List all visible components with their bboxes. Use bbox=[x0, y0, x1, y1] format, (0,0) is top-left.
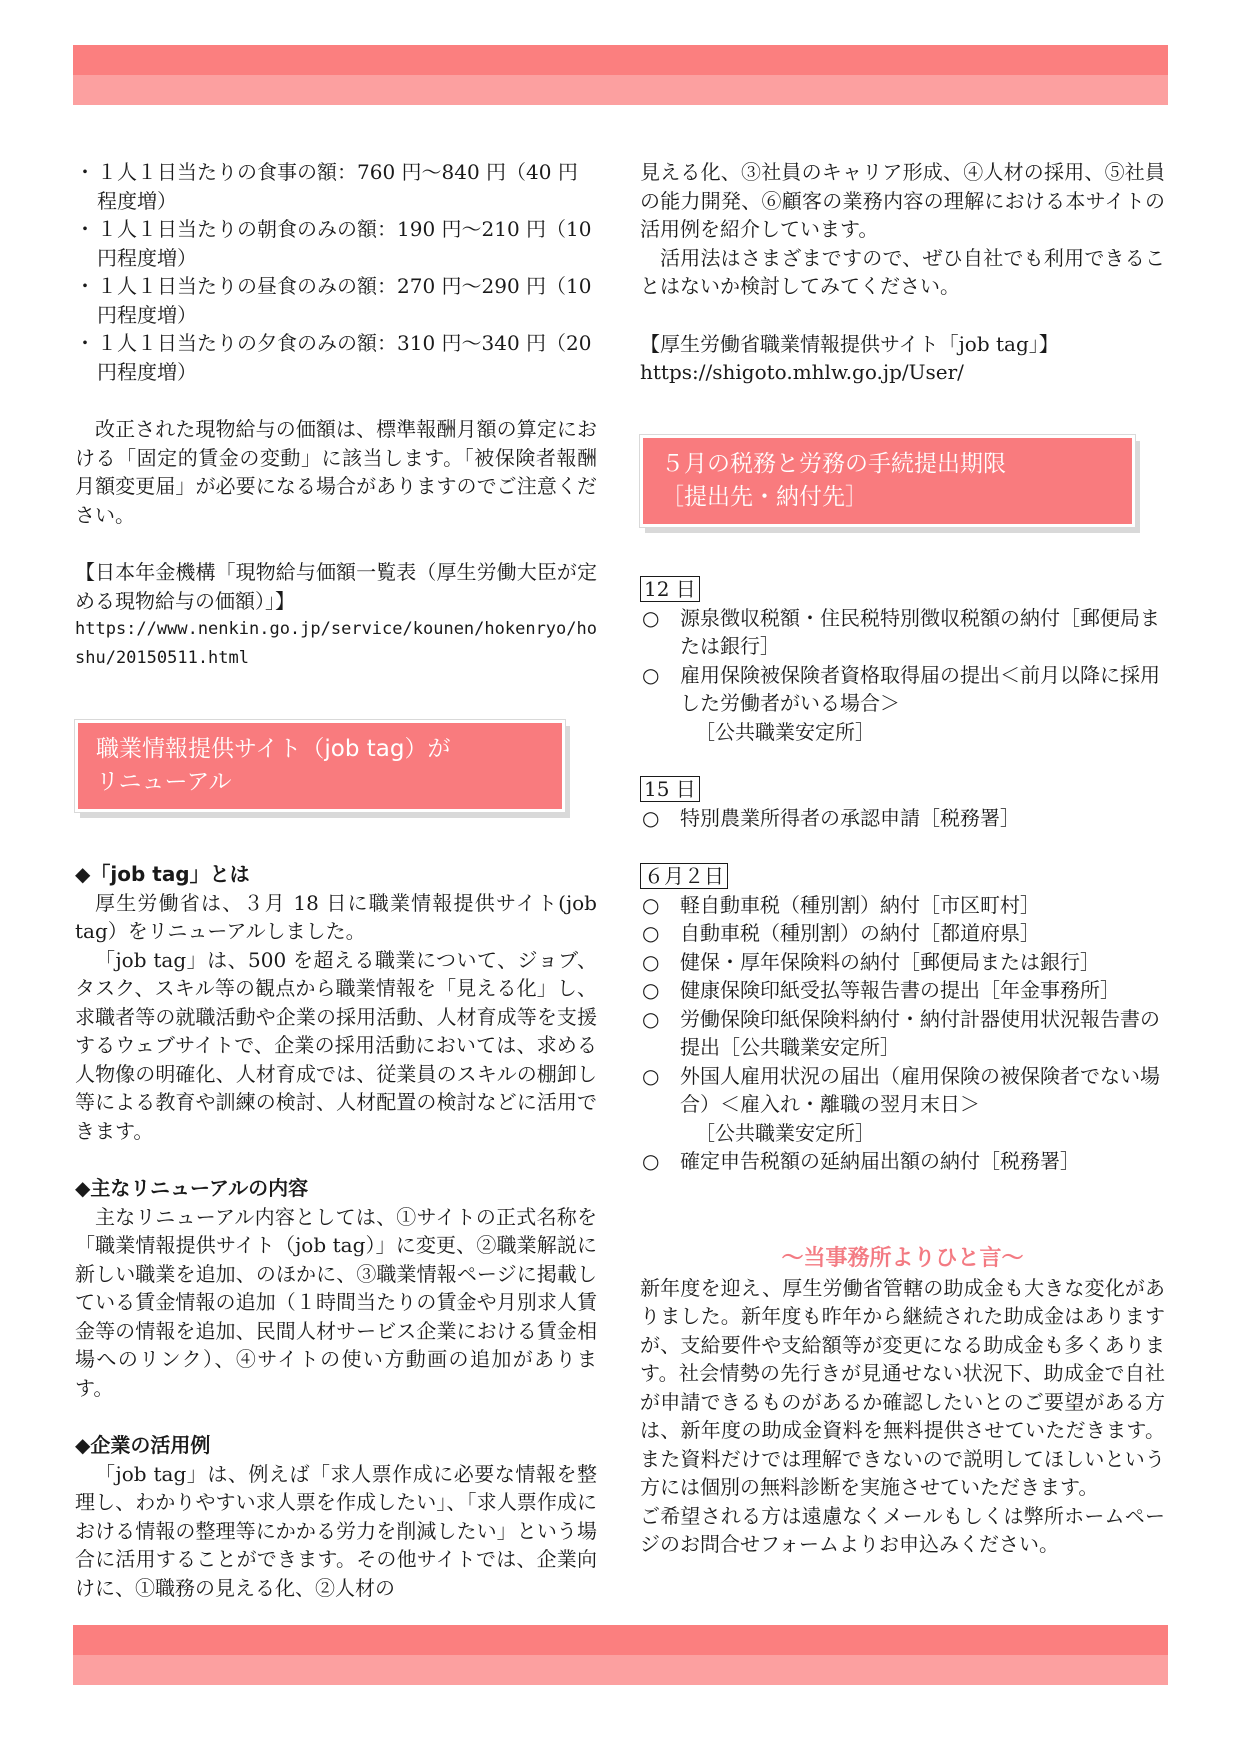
heading-renewal: ◆主なリニューアルの内容 bbox=[75, 1176, 309, 1200]
office-message-paragraph-1: 新年度を迎え、厚生労働省管轄の助成金も大きな変化がありました。新年度も昨年から継続された助成金はありますが、支給要件や支給額等が変更になる助成金も多くあります。社会情勢の先行きが見通せない状況下、助成金で自社が申請できるものがあるか確認したいとのご要望がある方は、新年度の助成金資料を無料提供させていただきます。また資料だけでは理解できないので説明してほしいという方には個別の無料診断を実施させていただきます。 bbox=[640, 1275, 1165, 1499]
left-column bbox=[75, 158, 597, 1602]
list-item: ・ １人１日当たりの昼食のみの額：270 円～290 円（10 円程度増） bbox=[75, 272, 597, 329]
section-title-line: ［提出先・納付先］ bbox=[661, 483, 868, 510]
bottom-decorative-band bbox=[73, 1625, 1168, 1685]
date-label-jun2: ６月２日 bbox=[640, 863, 728, 889]
heading-usage: ◆企業の活用例 bbox=[75, 1433, 211, 1457]
reference-title: 【厚生労働省職業情報提供サイト「job tag」】 bbox=[640, 331, 1059, 356]
usage-paragraph: 「job tag」は、例えば「求人票作成に必要な情報を整理し、わかりやすい求人票を作成したい」、「求人票作成における情報の整理等にかかる労力を削減したい」という場合に活用することができます。その他サイトでは、企業向けに、①職務の見える化、②人材の bbox=[75, 1461, 597, 1600]
about-paragraph-1: 厚生労働省は、３月 18 日に職業情報提供サイト(job tag）をリニューアルしました。 bbox=[75, 890, 597, 943]
heading-about: ◆「job tag」とは bbox=[75, 862, 250, 886]
reference-link[interactable]: https://www.nenkin.go.jp/service/kounen/hokenryo/hoshu/20150511.html bbox=[75, 619, 597, 668]
usage-paragraph-2: 活用法はさまざまですので、ぜひ自社でも利用できることはないか検討してみてください。 bbox=[640, 245, 1165, 298]
reference-title: 【日本年金機構「現物給与価額一覧表（厚生労働大臣が定める現物給与の価額）」】 bbox=[75, 560, 597, 613]
bottom-band-light bbox=[73, 1655, 1168, 1685]
about-paragraph-2: 「job tag」は、500 を超える職業について、ジョブ、タスク、スキル等の観点から職業情報を「見える化」し、求職者等の就職活動や企業の採用活動、人材育成等を支援するウェブサイトで、企業の採用活動においては、求める人物像の明確化、人材育成では、従業員のスキルの棚卸し等による教育や訓練の検討、人材配置の検討などに活用できます。 bbox=[75, 947, 597, 1143]
list-item: ○ 労働保険印紙保険料納付・納付計器使用状況報告書の提出［公共職業安定所］ bbox=[640, 1005, 1165, 1062]
list-item: ○ 確定申告税額の延納届出額の納付［税務署］ bbox=[640, 1147, 1165, 1176]
deadline-list-jun2 bbox=[640, 891, 1165, 1119]
section-title-line: 職業情報提供サイト（job tag）が bbox=[96, 736, 451, 762]
list-item: ○ 特別農業所得者の承認申請［税務署］ bbox=[640, 804, 1165, 833]
list-item: ○ 軽自動車税（種別割）納付［市区町村］ bbox=[640, 891, 1165, 920]
deadline-list-15 bbox=[640, 804, 1165, 833]
list-item: ・ １人１日当たりの夕食のみの額：310 円～340 円（20 円程度増） bbox=[75, 329, 597, 386]
top-band-light bbox=[73, 75, 1168, 105]
right-column bbox=[640, 158, 1165, 1559]
bottom-band-dark bbox=[73, 1625, 1168, 1655]
office-message-paragraph-2: ご希望される方は遠慮なくメールもしくは弊所ホームページのお問合せフォームよりお申込みください。 bbox=[640, 1503, 1165, 1556]
date-label-15: 15 日 bbox=[640, 776, 700, 802]
list-item: ○ 雇用保険被保険者資格取得届の提出＜前月以降に採用した労働者がいる場合＞ bbox=[640, 661, 1165, 718]
list-item: ○ 自動車税（種別割）の納付［都道府県］ bbox=[640, 919, 1165, 948]
deadline-list-jun2-cont bbox=[640, 1147, 1165, 1176]
section-title-line: ５月の税務と労務の手続提出期限 bbox=[661, 450, 1006, 477]
list-item: ○ 外国人雇用状況の届出（雇用保険の被保険者でない場合）＜雇入れ・離職の翌月末日＞ bbox=[640, 1062, 1165, 1119]
section-title-deadlines bbox=[640, 435, 1135, 527]
renewal-paragraph: 主なリニューアル内容としては、①サイトの正式名称を「職業情報提供サイト（job tag）」に変更、②職業解説に新しい職業を追加、のほかに、③職業情報ページに掲載している賃金情報の追加（１時間当たりの賃金や月別求人賃金等の情報を追加、民間人材サービス企業における賃金相場へのリンク）、④サイトの使い方動画の追加があります。 bbox=[75, 1204, 597, 1400]
list-item: ○ 健康保険印紙受払等報告書の提出［年金事務所］ bbox=[640, 976, 1165, 1005]
top-decorative-band bbox=[73, 45, 1168, 105]
meal-price-list bbox=[75, 158, 597, 386]
list-item-note: ［公共職業安定所］ bbox=[695, 1120, 875, 1145]
office-message-title: ～当事務所よりひと言～ bbox=[781, 1245, 1024, 1271]
section-title-line: リニューアル bbox=[96, 769, 232, 795]
top-band-dark bbox=[73, 45, 1168, 75]
reference-link[interactable]: https://shigoto.mhlw.go.jp/User/ bbox=[640, 360, 964, 384]
list-item: ・ １人１日当たりの食事の額：760 円～840 円（40 円程度増） bbox=[75, 158, 597, 215]
list-item: ○ 源泉徴収税額・住民税特別徴収税額の納付［郵便局または銀行］ bbox=[640, 604, 1165, 661]
list-item: ・ １人１日当たりの朝食のみの額：190 円～210 円（10 円程度増） bbox=[75, 215, 597, 272]
list-item: ○ 健保・厚年保険料の納付［郵便局または銀行］ bbox=[640, 948, 1165, 977]
section-title-jobtag bbox=[75, 720, 565, 812]
deadline-list-12 bbox=[640, 604, 1165, 718]
usage-continued: 見える化、③社員のキャリア形成、④人材の採用、⑤社員の能力開発、⑥顧客の業務内容の理解における本サイトの活用例を紹介しています。 bbox=[640, 160, 1165, 241]
revision-note: 改正された現物給与の価額は、標準報酬月額の算定における「固定的賃金の変動」に該当します。「被保険者報酬月額変更届」が必要になる場合がありますのでご注意ください。 bbox=[75, 417, 597, 527]
date-label-12: 12 日 bbox=[640, 576, 700, 602]
list-item-note: ［公共職業安定所］ bbox=[695, 719, 875, 744]
